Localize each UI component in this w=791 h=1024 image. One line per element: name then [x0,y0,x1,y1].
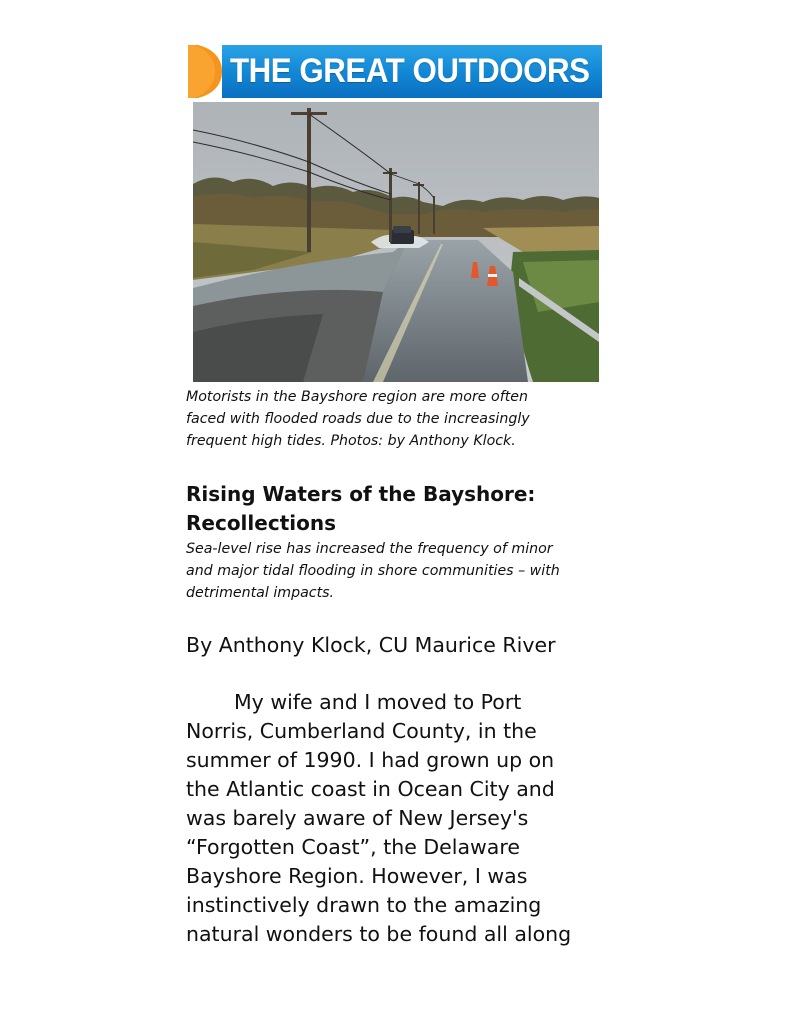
body-line: Bayshore Region. However, I was [186,864,528,888]
headline-line: Rising Waters of the Bayshore: [186,482,536,506]
body-line: natural wonders to be found all along [186,922,572,946]
flooded-road-photo [193,102,599,382]
subhead-line: and major tidal flooding in shore communities – with [186,563,560,579]
article-subhead [186,538,606,604]
headline-line: Recollections [186,511,336,535]
sun-logo-icon [188,45,222,98]
photo-caption [186,386,606,452]
subhead-line: Sea-level rise has increased the frequency of minor [186,541,553,557]
body-line: was barely aware of New Jersey's [186,806,529,830]
body-line: My wife and I moved to Port [234,690,522,714]
article-body [186,688,606,949]
subhead-line: detrimental impacts. [186,585,335,601]
banner-logo [188,45,222,98]
body-line: summer of 1990. I had grown up on [186,748,555,772]
article-headline [186,480,606,538]
caption-line: Motorists in the Bayshore region are more often [186,389,528,405]
article-byline: By Anthony Klock, CU Maurice River [186,633,556,657]
section-banner [188,45,602,98]
banner-title: THE GREAT OUTDOORS [230,52,590,90]
body-line: “Forgotten Coast”, the Delaware [186,835,520,859]
body-line: Norris, Cumberland County, in the [186,719,537,743]
flooded-road-image [193,102,599,382]
caption-line: frequent high tides. Photos: by Anthony Klock. [186,433,516,449]
body-line: instinctively drawn to the amazing [186,893,542,917]
body-line: the Atlantic coast in Ocean City and [186,777,555,801]
caption-line: faced with flooded roads due to the increasingly [186,411,530,427]
